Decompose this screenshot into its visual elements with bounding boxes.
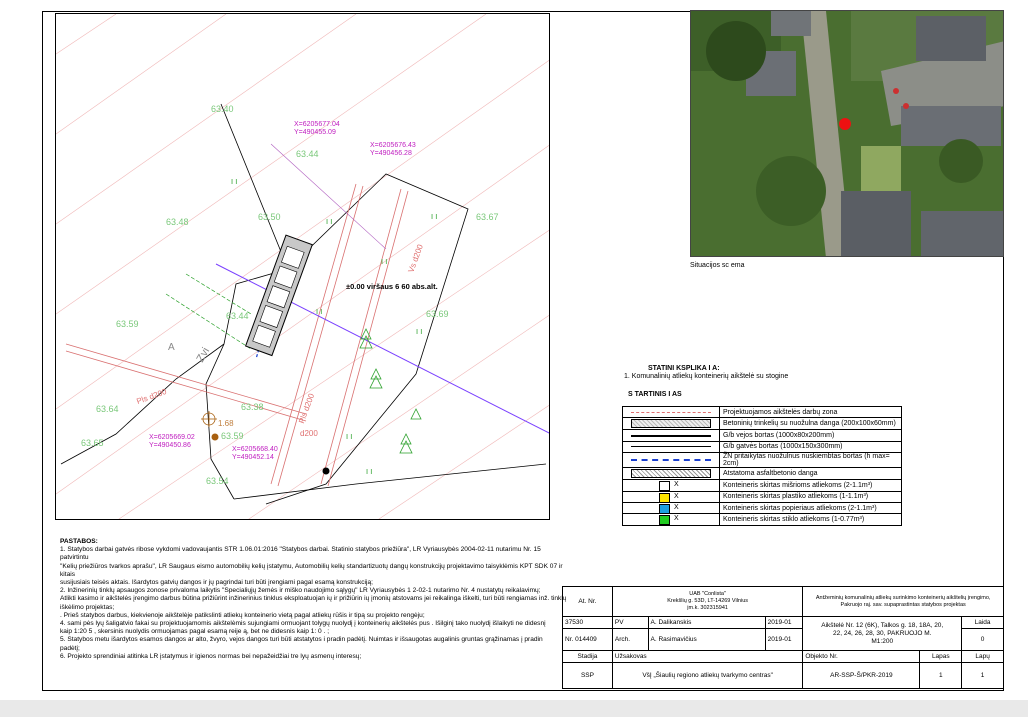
note-line: iškėlimo projektas; <box>60 603 115 611</box>
legend-mark: X <box>674 492 679 500</box>
name-cell: A. Rasimavičius <box>648 629 765 651</box>
lapas-label: Lapas <box>920 651 962 663</box>
bottom-scroll-band <box>0 700 1028 717</box>
note-line: 4. sami pės lyų šaligatvio fakai su projektuojamomis aikštelėmis sujungiami ormuojant tolygų nuolydį į konteinerių aikštelės pus . Išilginį tako nuolydį išlaikyti ne didesnį <box>60 620 546 628</box>
name-cell: A. Dalikanskis <box>648 617 765 629</box>
legend-symbol <box>623 407 720 418</box>
legend-row <box>623 430 902 441</box>
legend-title: STATINI KSPLIKA I A: <box>648 365 720 372</box>
elevation-label: 63.64 <box>96 404 119 414</box>
manhole-brown <box>212 434 219 441</box>
location-marker <box>839 118 851 130</box>
objekto-label: Objekto Nr. <box>803 651 920 663</box>
elevation-label: 63.65 <box>81 438 104 448</box>
aerial-image <box>691 11 1004 257</box>
drawing-title <box>803 617 962 651</box>
elevation-label: 63.69 <box>426 309 449 319</box>
legend-symbol <box>623 430 720 441</box>
coord-y: Y=490455.09 <box>294 129 336 136</box>
coord-x: X=6205676.43 <box>370 142 416 149</box>
legend-mark: X <box>674 481 679 489</box>
svg-text:I I: I I <box>231 178 238 186</box>
legend-label: Konteineris skirtas stiklo atliekoms (1-0.77m³) <box>720 514 902 525</box>
legend-symbol <box>623 468 720 480</box>
svg-text:I I: I I <box>346 433 353 441</box>
lapu-label: Lapų <box>962 651 1004 663</box>
dimension-label: 1.68 <box>218 419 234 428</box>
title-block <box>562 586 1004 691</box>
site-plan <box>55 13 550 520</box>
legend-item: 1. Komunalinių atliekų konteinerių aikštelė su stogine <box>624 373 789 380</box>
lapas-value: 1 <box>920 663 962 689</box>
drawing-title-line: 22, 24, 26, 28, 30, PAKRUOJO M. <box>832 629 932 637</box>
situation-photo <box>690 10 1004 257</box>
legend-row <box>623 491 902 502</box>
legend-row <box>623 407 902 418</box>
legend-label: Konteineris skirtas plastiko atliekoms (1-1.1m³) <box>720 491 902 502</box>
container-shelter <box>246 235 313 355</box>
project-title <box>803 587 1004 617</box>
legend-label: G/b vejos bortas (1000x80x200mm) <box>720 430 902 441</box>
lapu-value: 1 <box>962 663 1004 689</box>
note-line: "Kelių priežiūros tvarkos aprašu", LR Saugaus eismo automobilių kelių įstatymu, Automobilių kelių standartizuotų dangų konstrukcijų projektavimo taisyklėmis KPT SDK 07 ir kitais <box>60 562 563 578</box>
legend-row <box>623 418 902 430</box>
pipe-label: d200 <box>300 429 318 438</box>
role-cell: Arch. <box>612 629 648 651</box>
coord-y: Y=490450.86 <box>149 442 191 449</box>
elevation-label: 63.44 <box>226 311 249 321</box>
legend-row <box>623 453 902 468</box>
legend-symbol <box>623 480 720 491</box>
stadija-label: Stadija <box>563 651 613 663</box>
manhole-black <box>323 468 330 475</box>
site-outline <box>61 104 546 504</box>
elevation-label: 63.54 <box>206 476 229 486</box>
project-title-line: Antžeminių komunalinių atliekų surinkimo konteinerių aikštelių įrengimo, <box>815 594 991 601</box>
svg-text:I I: I I <box>316 308 323 316</box>
legend-row <box>623 468 902 480</box>
legend-symbol <box>623 441 720 452</box>
coord-x: X=6205669.02 <box>149 434 195 441</box>
notes-lines <box>60 546 568 661</box>
laida-value: 0 <box>962 629 1004 651</box>
legend-mark: X <box>674 503 679 511</box>
level-note: ±0.00 viršaus 6 60 abs.alt. <box>346 282 438 291</box>
elevation-label: 63.67 <box>476 212 499 222</box>
stadija-value: SSP <box>563 663 613 689</box>
coord-x: X=6205668.40 <box>232 446 278 453</box>
cert-number: 37530 <box>563 617 613 629</box>
note-line: kaip 1:20 5 , skersinis nuolydis ormuojamas pagal esamą reije ą, bet ne didesnis kaip 1: 0 . ; <box>60 628 330 636</box>
coordinate-label <box>294 121 340 137</box>
legend-row <box>623 502 902 513</box>
elevation-label: 63.48 <box>166 217 189 227</box>
legend-row <box>623 480 902 491</box>
legend-label: G/b gatvės bortas (1000x150x300mm) <box>720 441 902 452</box>
coord-x: X=6205677.04 <box>294 121 340 128</box>
pipe-label: Pls d200 <box>135 386 168 407</box>
note-line: 6. Projekto sprendiniai atitinka LR įstatymus ir igienos normas bei nepažeidžiai tre lyų asmenų interesų; <box>60 652 362 660</box>
legend-row <box>623 441 902 452</box>
legend-row <box>623 514 902 525</box>
elevation-label: 63.59 <box>221 431 244 441</box>
svg-text:I I: I I <box>416 328 423 336</box>
notes-title: PASTABOS: <box>60 538 98 545</box>
legend-symbol <box>623 491 720 502</box>
legend-symbol <box>623 453 720 468</box>
legend-symbol <box>623 418 720 430</box>
note-line: 2. Inžinerinių tinklų apsaugos zonose privaloma laikytis "Specialiųjų žemės ir miško naudojimo sąlygų" LR Vyriausybės 1 2-02-1 nutarimo Nr. 4 nustatytų reikalavimų; <box>60 587 541 595</box>
notes-section <box>60 538 568 661</box>
uzsakovas-label: Užsakovas <box>612 651 802 663</box>
uzsakovas-value: VšĮ „Šiaulių regiono atliekų tvarkymo centras" <box>612 663 802 689</box>
pipe-label: Zvi <box>194 345 213 365</box>
objekto-value: AR-SSP-Š/PKR-2019 <box>803 663 920 689</box>
boundary-line-2 <box>271 144 386 249</box>
project-title-line: Pakruojo raj. sav. supaprastintas statybos projektas <box>840 601 966 608</box>
note-line: . Prieš statybos darbus, kiekvienoje aikštelėje patikslinti atliekų konteinerio vietą pagal atliekų rūšis ir tipą su projekto rengėju; <box>60 611 425 619</box>
note-line: 1. Statybos darbai gatvės ribose vykdomi vadovaujantis STR 1.06.01:2016 "Statybos darbai. Statinio statybos priežiūra", LR Vyriausybės 2004-02-11 nutarimu Nr. 15 patvirtintu <box>60 546 541 562</box>
legend-subtitle: S TARTINIS I AS <box>628 391 682 398</box>
laida-label: Laida <box>962 617 1004 629</box>
site-plan-drawing <box>56 14 550 520</box>
svg-text:I I: I I <box>326 218 333 226</box>
pipe-label: Pls d200 <box>297 392 317 425</box>
elevation-label: 63.50 <box>258 212 281 222</box>
tree-symbols <box>360 329 421 453</box>
section-label: A <box>168 342 175 353</box>
legend-symbol <box>623 502 720 513</box>
company-name: UAB "Conlista" <box>689 591 726 597</box>
svg-text:I I: I I <box>431 213 438 221</box>
role-cell: PV <box>612 617 648 629</box>
cert-number: Nr. 014409 <box>563 629 613 651</box>
coord-y: Y=490452.14 <box>232 454 274 461</box>
hydrant-symbol <box>201 411 217 427</box>
at-nr-label: At. Nr. <box>563 587 613 617</box>
company-code: įm.k. 302315941 <box>687 605 728 611</box>
svg-text:I I: I I <box>366 468 373 476</box>
pipe-label: Vs d200 <box>406 243 425 274</box>
note-line: susijusiais teisės aktais. Išardytos gatvių dangos ir jų pagrindai turi būti įrengiami pagal esamą konstrukciją; <box>60 579 373 587</box>
elevation-label: 63.59 <box>116 319 139 329</box>
coordinate-label <box>149 434 195 450</box>
elevation-label: 63.38 <box>241 402 264 412</box>
company-address: Krekšlių g. 53D, LT-14269 Vilnius <box>667 598 749 604</box>
legend-label: Betoninių trinkelių su nuožulna danga (200x100x60mm) <box>720 418 902 430</box>
note-line: padėtį; <box>60 644 80 652</box>
date-cell: 2019-01 <box>765 629 803 651</box>
photo-caption: Situacijos sc ema <box>690 262 745 269</box>
legend-mark: X <box>674 515 679 523</box>
legend-label: Projektuojamos aikštelės darbų zona <box>720 407 902 418</box>
coordinate-label <box>232 446 278 462</box>
note-line: 5. Statybos metu išardytos esamos dangos ar alto, žvyro, vejos dangos turi būti atstatytos i pradin padėtį. Nuimtas ir išsaugotas augalinis gruntas grąžinamas į pradin <box>60 636 543 644</box>
coordinate-label <box>370 142 416 158</box>
legend-label: Konteineris skirtas popieriaus atliekoms (2-1.1m³) <box>720 502 902 513</box>
company-info <box>612 587 802 617</box>
drawing-title-line: Aikštelė Nr. 12 (6K), Talkos g. 18, 18A, 20, <box>821 621 944 629</box>
legend-label: Konteineris skirtas mišrioms atliekoms (2-1.1m³) <box>720 480 902 491</box>
svg-text:I I: I I <box>381 258 388 266</box>
legend-symbol <box>623 514 720 525</box>
date-cell: 2019-01 <box>765 617 803 629</box>
legend-label: Atstatoma asfaltbetonio danga <box>720 468 902 480</box>
note-line: Atlikti kasimo ir aikštelės įrengimo darbus būtina prižiūrint inžinerinius tinklus eksploatuojan ių ir prižiūrin ių įmonių atstovams jei reikalinga iškelti, turi būti rengiamas inž. tinklų <box>60 595 567 603</box>
drawing-scale: M1:200 <box>871 637 894 645</box>
legend-label: ŽN pritaikytas nuožulnus nuskiembtas bortas (h max= 2cm) <box>720 453 902 468</box>
elevation-label: 63.40 <box>211 104 234 114</box>
coord-y: Y=490456.28 <box>370 150 412 157</box>
elevation-label: 63.44 <box>296 149 319 159</box>
legend-table <box>622 406 902 526</box>
